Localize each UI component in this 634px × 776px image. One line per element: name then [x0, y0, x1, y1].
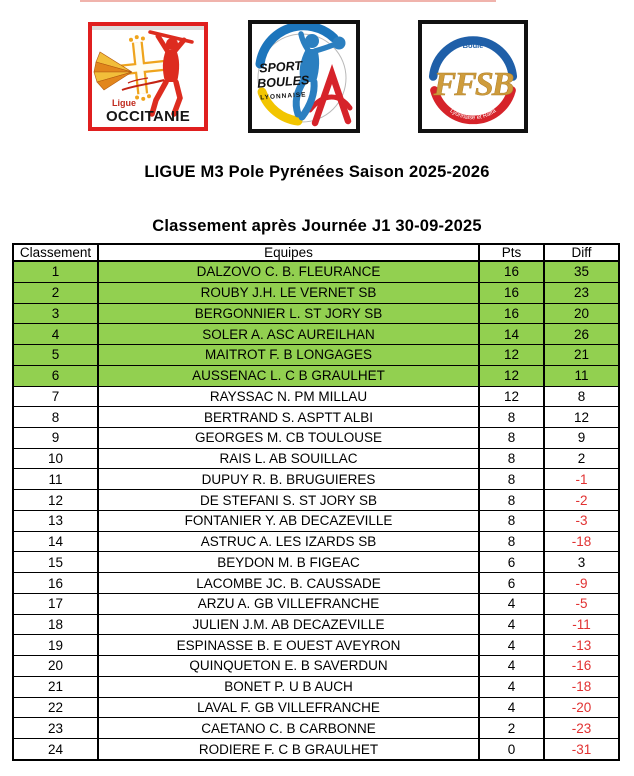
team-cell: AUSSENAC L. C B GRAULHET — [98, 365, 479, 386]
diff-cell: -18 — [544, 676, 619, 697]
pts-cell: 4 — [479, 656, 544, 677]
table-row — [13, 261, 619, 282]
diff-cell: -31 — [544, 739, 619, 760]
team-cell: ESPINASSE B. E OUEST AVEYRON — [98, 635, 479, 656]
standings-table — [12, 243, 620, 761]
table-row — [13, 531, 619, 552]
team-cell: ARZU A. GB VILLEFRANCHE — [98, 593, 479, 614]
ffsb-logo-graphic — [422, 24, 524, 129]
rank-cell: 4 — [13, 324, 98, 345]
table-row — [13, 324, 619, 345]
diff-cell: -23 — [544, 718, 619, 739]
team-cell: MAITROT F. B LONGAGES — [98, 345, 479, 366]
diff-cell: 21 — [544, 345, 619, 366]
rank-cell: 20 — [13, 656, 98, 677]
rank-cell: 10 — [13, 448, 98, 469]
rank-cell: 15 — [13, 552, 98, 573]
table-row — [13, 386, 619, 407]
table-row — [13, 718, 619, 739]
diff-cell: 9 — [544, 428, 619, 449]
rank-cell: 1 — [13, 261, 98, 282]
diff-cell: -18 — [544, 531, 619, 552]
team-cell: BERTRAND S. ASPTT ALBI — [98, 407, 479, 428]
diff-cell: -1 — [544, 469, 619, 490]
table-row — [13, 469, 619, 490]
sport-label: SPORT — [258, 58, 303, 76]
pts-cell: 6 — [479, 573, 544, 594]
team-cell: LAVAL F. GB VILLEFRANCHE — [98, 697, 479, 718]
ligue-occitanie-logo — [88, 22, 208, 131]
diff-cell: -11 — [544, 614, 619, 635]
rank-cell: 17 — [13, 593, 98, 614]
pts-cell: 4 — [479, 697, 544, 718]
diff-cell: -2 — [544, 490, 619, 511]
pts-cell: 16 — [479, 261, 544, 282]
team-cell: ROUBY J.H. LE VERNET SB — [98, 282, 479, 303]
rank-cell: 9 — [13, 428, 98, 449]
team-cell: RAYSSAC N. PM MILLAU — [98, 386, 479, 407]
diff-cell: -5 — [544, 593, 619, 614]
pts-cell: 12 — [479, 386, 544, 407]
table-row — [13, 490, 619, 511]
standings-subtitle: Classement après Journée J1 30-09-2025 — [152, 217, 482, 235]
team-cell: BEYDON M. B FIGEAC — [98, 552, 479, 573]
pts-cell: 8 — [479, 510, 544, 531]
pts-cell: 12 — [479, 365, 544, 386]
rank-cell: 7 — [13, 386, 98, 407]
diff-cell: 35 — [544, 261, 619, 282]
table-row — [13, 282, 619, 303]
table-row — [13, 552, 619, 573]
rank-cell: 18 — [13, 614, 98, 635]
diff-cell: 23 — [544, 282, 619, 303]
rank-cell: 14 — [13, 531, 98, 552]
header-row — [13, 244, 619, 261]
table-row — [13, 656, 619, 677]
rank-cell: 12 — [13, 490, 98, 511]
table-row — [13, 573, 619, 594]
team-cell: BERGONNIER L. ST JORY SB — [98, 303, 479, 324]
team-cell: QUINQUETON E. B SAVERDUN — [98, 656, 479, 677]
diff-cell: -9 — [544, 573, 619, 594]
scan-shadow — [92, 26, 204, 30]
boule-label: Boule — [462, 41, 484, 50]
boules-player-icon — [150, 32, 192, 114]
sport-boules-logo-graphic — [252, 24, 356, 129]
standings-body — [13, 261, 619, 760]
table-row — [13, 407, 619, 428]
team-cell: RODIERE F. C B GRAULHET — [98, 739, 479, 760]
ffsb-bottom-label: Lyonnaise et Raffa — [448, 108, 498, 122]
rank-cell: 6 — [13, 365, 98, 386]
team-cell: JULIEN J.M. AB DECAZEVILLE — [98, 614, 479, 635]
boules-label: BOULES — [256, 73, 310, 91]
team-cell: GEORGES M. CB TOULOUSE — [98, 428, 479, 449]
pts-cell: 12 — [479, 345, 544, 366]
occitanie-small-label: Ligue — [112, 98, 136, 108]
team-cell: SOLER A. ASC AUREILHAN — [98, 324, 479, 345]
page-title: LIGUE M3 Pole Pyrénées Saison 2025-2026 — [144, 163, 490, 181]
diff-cell: 8 — [544, 386, 619, 407]
diff-cell: -3 — [544, 510, 619, 531]
team-cell: BONET P. U B AUCH — [98, 676, 479, 697]
rank-cell: 21 — [13, 676, 98, 697]
standings-table-container — [12, 243, 620, 761]
col-header-diff: Diff — [544, 244, 619, 261]
rank-cell: 22 — [13, 697, 98, 718]
diff-cell: 2 — [544, 448, 619, 469]
table-row — [13, 303, 619, 324]
rank-cell: 2 — [13, 282, 98, 303]
ffsb-logo — [418, 20, 528, 133]
rank-cell: 11 — [13, 469, 98, 490]
diff-cell: 3 — [544, 552, 619, 573]
diff-cell: 11 — [544, 365, 619, 386]
pts-cell: 8 — [479, 407, 544, 428]
team-cell: CAETANO C. B CARBONNE — [98, 718, 479, 739]
pts-cell: 8 — [479, 531, 544, 552]
team-cell: LACOMBE JC. B. CAUSSADE — [98, 573, 479, 594]
occitanie-logo-graphic — [92, 26, 204, 127]
col-header-pts: Pts — [479, 244, 544, 261]
rank-cell: 24 — [13, 739, 98, 760]
rank-cell: 13 — [13, 510, 98, 531]
pts-cell: 8 — [479, 448, 544, 469]
pts-cell: 6 — [479, 552, 544, 573]
table-row — [13, 697, 619, 718]
table-row — [13, 635, 619, 656]
diff-cell: -16 — [544, 656, 619, 677]
pts-cell: 8 — [479, 469, 544, 490]
team-cell: DALZOVO C. B. FLEURANCE — [98, 261, 479, 282]
pts-cell: 4 — [479, 635, 544, 656]
col-header-classement: Classement — [13, 244, 98, 261]
diff-cell: 26 — [544, 324, 619, 345]
table-row — [13, 510, 619, 531]
scan-artifact-line — [80, 0, 496, 2]
golden-fan-icon — [94, 52, 132, 90]
rank-cell: 19 — [13, 635, 98, 656]
table-row — [13, 448, 619, 469]
team-cell: ASTRUC A. LES IZARDS SB — [98, 531, 479, 552]
sport-boules-lyonnaise-logo — [248, 20, 360, 133]
table-row — [13, 739, 619, 760]
team-cell: RAIS L. AB SOUILLAC — [98, 448, 479, 469]
rank-cell: 23 — [13, 718, 98, 739]
pts-cell: 4 — [479, 614, 544, 635]
table-row — [13, 428, 619, 449]
pts-cell: 14 — [479, 324, 544, 345]
pts-cell: 16 — [479, 282, 544, 303]
pts-cell: 8 — [479, 428, 544, 449]
table-row — [13, 614, 619, 635]
diff-cell: -20 — [544, 697, 619, 718]
pts-cell: 8 — [479, 490, 544, 511]
table-row — [13, 676, 619, 697]
team-cell: FONTANIER Y. AB DECAZEVILLE — [98, 510, 479, 531]
rank-cell: 5 — [13, 345, 98, 366]
col-header-equipes: Equipes — [98, 244, 479, 261]
diff-cell: 20 — [544, 303, 619, 324]
pts-cell: 16 — [479, 303, 544, 324]
rank-cell: 8 — [13, 407, 98, 428]
lyonnaise-label: LYONNAISE — [260, 91, 307, 102]
rank-cell: 16 — [13, 573, 98, 594]
table-row — [13, 593, 619, 614]
diff-cell: -13 — [544, 635, 619, 656]
occitanie-name-label: OCCITANIE — [105, 108, 191, 125]
pts-cell: 0 — [479, 739, 544, 760]
pts-cell: 2 — [479, 718, 544, 739]
pts-cell: 4 — [479, 593, 544, 614]
table-row — [13, 345, 619, 366]
team-cell: DUPUY R. B. BRUGUIERES — [98, 469, 479, 490]
table-row — [13, 365, 619, 386]
diff-cell: 12 — [544, 407, 619, 428]
rank-cell: 3 — [13, 303, 98, 324]
pts-cell: 4 — [479, 676, 544, 697]
ffsb-acronym-label: FFSB — [433, 66, 513, 103]
team-cell: DE STEFANI S. ST JORY SB — [98, 490, 479, 511]
